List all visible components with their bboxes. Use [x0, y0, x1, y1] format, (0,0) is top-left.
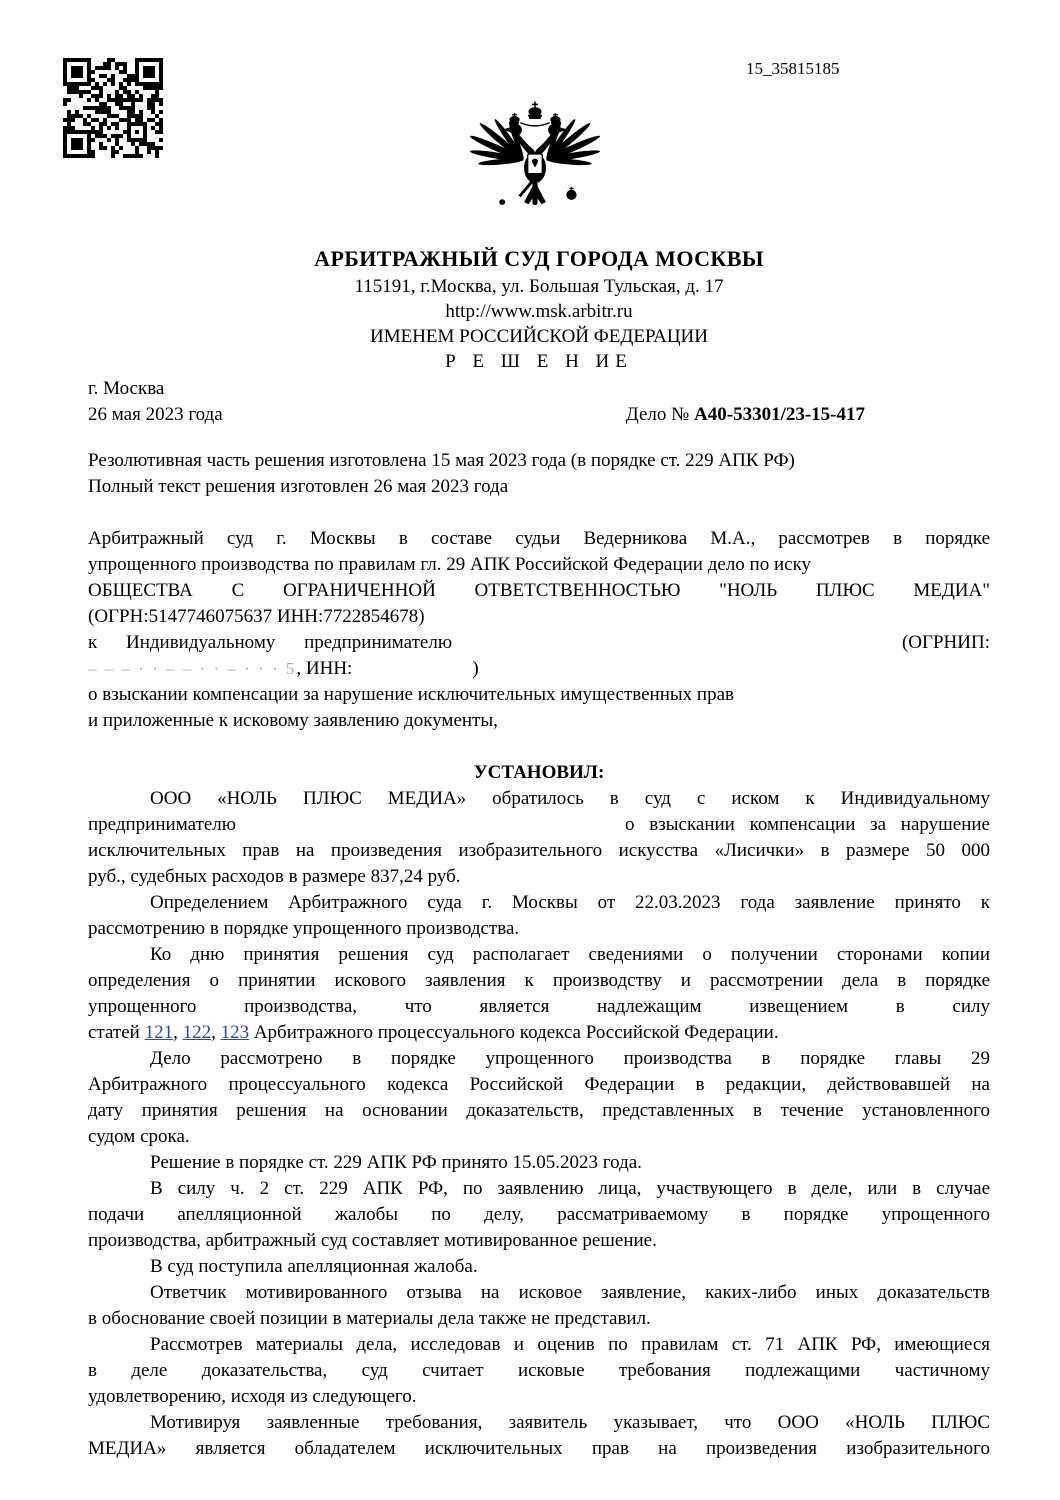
separator: ,	[173, 1022, 183, 1043]
inn-line	[88, 656, 990, 682]
text-line: исключительных прав на произведения изобразительного искусства «Лисички» в размере 50 000	[88, 840, 990, 861]
text-line: и приложенные к исковому заявлению документы,	[88, 710, 498, 731]
text-line: Рассмотрев материалы дела, исследовав и оценив по правилам ст. 71 АПК РФ, имеющиеся	[150, 1334, 990, 1355]
text-line: в деле доказательства, суд считает исковые требования подлежащими частичному	[88, 1360, 990, 1381]
text-line: дату принятия решения на основании доказательств, представленных в течение установленного	[88, 1100, 990, 1121]
para1b-section	[88, 838, 990, 890]
court-url: http://www.msk.arbitr.ru	[445, 301, 633, 322]
ogrnip-line	[88, 630, 990, 656]
case-number-wrap	[626, 402, 990, 428]
city-label: г. Москва	[88, 378, 165, 399]
preamble-section	[88, 526, 990, 630]
separator: ,	[211, 1022, 221, 1043]
text-line: В силу ч. 2 ст. 229 АПК РФ, по заявлению лица, участвующего в деле, или в случае	[150, 1178, 990, 1199]
text-line: МЕДИА» является обладателем исключительных прав на произведения изобразительного	[88, 1438, 990, 1459]
text-line: производства, арбитражный суд составляет мотивированное решение.	[88, 1230, 657, 1251]
case-number: А40-53301/23-15-417	[694, 404, 865, 425]
ogrnip-label: (ОГРНИП:	[901, 632, 990, 653]
text-line: Ко дню принятия решения суд располагает сведениями о получении сторонами копии	[150, 944, 990, 965]
text-line: Мотивируя заявленные требования, заявитель указывает, что ООО «НОЛЬ ПЛЮС	[150, 1412, 990, 1433]
para1a-section	[88, 786, 990, 812]
predprinimatelyu-label: предпринимателю	[88, 814, 236, 835]
inn-label: , ИНН:	[296, 658, 353, 679]
text-line: судом срока.	[88, 1126, 190, 1147]
ustanovil-heading: УСТАНОВИЛ:	[473, 762, 605, 783]
court-address: 115191, г.Москва, ул. Большая Тульская, д. 17	[354, 276, 724, 297]
text-line: упрощенного производства по правилам гл. 29 АПК Российской Федерации дело по иску	[88, 554, 812, 575]
text-line: упрощенного производства, что является надлежащим извещением в силу	[88, 996, 990, 1017]
text-line: руб., судебных расходов в размере 837,24 руб.	[88, 866, 461, 887]
text-line: в обоснование своей позиции в материалы дела также не представил.	[88, 1308, 651, 1329]
text-line: ООО «НОЛЬ ПЛЮС МЕДИА» обратилось в суд с иском к Индивидуальному	[150, 788, 990, 809]
text-line: Резолютивная часть решения изготовлена 15 мая 2023 года (в порядке ст. 229 АПК РФ)	[88, 450, 795, 471]
spacer	[88, 500, 990, 526]
intro-section	[88, 448, 990, 500]
case-label: Дело №	[625, 404, 695, 425]
decision-date: 26 мая 2023 года	[88, 404, 223, 425]
claim-amount-intro: о взыскании компенсации за нарушение	[625, 814, 990, 835]
articles-suffix: Арбитражного процессуального кодекса Российской Федерации.	[249, 1022, 779, 1043]
claim-section	[88, 682, 990, 734]
date-case-row	[88, 402, 990, 428]
predprinimatelyu-line	[88, 812, 990, 838]
text-line: ОБЩЕСТВА С ОГРАНИЧЕННОЙ ОТВЕТСТВЕННОСТЬЮ "НОЛЬ ПЛЮС МЕДИА"	[88, 580, 990, 601]
body-section-a	[88, 890, 990, 1020]
court-name: АРБИТРАЖНЫЙ СУД ГОРОДА МОСКВЫ	[314, 246, 764, 271]
qr-code	[63, 58, 163, 158]
redacted-ogrnip-value: – – – · · – – · · – · · · 5	[88, 659, 297, 678]
document-number: 15_35815185	[746, 59, 840, 78]
articles-links-line	[88, 1020, 990, 1046]
text-line: определения о принятии искового заявления к производству и рассмотрении дела в порядке	[88, 970, 990, 991]
defendant-label: к Индивидуальному предпринимателю	[88, 632, 453, 653]
in-the-name-line: ИМЕНЕМ РОССИЙСКОЙ ФЕДЕРАЦИИ	[369, 326, 708, 347]
text-line: В суд поступила апелляционная жалоба.	[150, 1256, 478, 1277]
text-line: Арбитражного процессуального кодекса Российской Федерации в редакции, действовавшей на	[88, 1074, 990, 1095]
body-section-b	[88, 1046, 990, 1462]
document-body	[88, 244, 990, 1462]
text-line: Решение в порядке ст. 229 АПК РФ принято 15.05.2023 года.	[150, 1152, 642, 1173]
text-line: Ответчик мотивированного отзыва на исковое заявление, каких-либо иных доказательств	[150, 1282, 990, 1303]
text-line: Полный текст решения изготовлен 26 мая 2023 года	[88, 476, 509, 497]
text-line: удовлетворению, исходя из следующего.	[88, 1386, 417, 1407]
decision-title: Р Е Ш Е Н ИЕ	[445, 351, 633, 372]
articles-prefix: статей	[88, 1022, 145, 1043]
article-link-123[interactable]: 123	[220, 1022, 250, 1043]
text-line: (ОГРН:5147746075637 ИНН:7722854678)	[88, 606, 425, 627]
text-line: Определением Арбитражного суда г. Москвы от 22.03.2023 года заявление принято к	[150, 892, 990, 913]
article-link-121[interactable]: 121	[144, 1022, 174, 1043]
article-link-122[interactable]: 122	[182, 1022, 212, 1043]
text-line: Дело рассмотрено в порядке упрощенного производства в порядке главы 29	[150, 1048, 990, 1069]
double-headed-eagle-icon	[460, 100, 610, 224]
text-line: подачи апелляционной жалобы по делу, рассматриваемому в порядке упрощенного	[88, 1204, 990, 1225]
text-line: рассмотрению в порядке упрощенного производства.	[88, 918, 520, 939]
text-line: Арбитражный суд г. Москвы в составе судьи Ведерникова М.А., рассмотрев в порядке	[88, 528, 990, 549]
closing-paren: )	[472, 658, 479, 679]
text-line: о взыскании компенсации за нарушение исключительных имущественных прав	[88, 684, 734, 705]
